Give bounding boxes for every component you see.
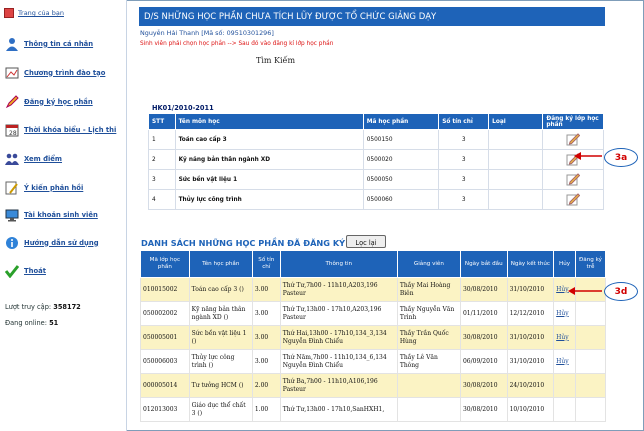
checkmark-icon [4, 263, 19, 278]
cancel-cell [554, 398, 576, 422]
course-credits: 3.00 [252, 350, 280, 374]
sidebar-item-label: Thoát [24, 266, 46, 275]
column-header: Thông tin [280, 251, 397, 278]
sidebar-item-label: Thời khóa biểu - Lịch thi [24, 125, 117, 134]
column-header: Ngày kết thúc [507, 251, 554, 278]
column-header: Đăng ký trễ [575, 251, 605, 278]
lecturer: Thầy Mai Hoàng Biên [397, 278, 460, 302]
table-row [141, 278, 606, 302]
course-credits: 3.00 [252, 302, 280, 326]
late-registration [575, 326, 605, 350]
course-name: Thủy lực công trình () [189, 350, 252, 374]
start-date: 30/08/2010 [460, 398, 507, 422]
class-code: 050002002 [141, 302, 190, 326]
person-icon [4, 36, 19, 51]
late-registration [575, 374, 605, 398]
sidebar-item-course-registration[interactable] [4, 94, 93, 109]
late-registration [575, 398, 605, 422]
course-type [489, 130, 543, 150]
row-index: 4 [149, 190, 176, 210]
info-icon [4, 235, 19, 250]
register-class-button[interactable] [543, 130, 604, 150]
course-credits: 3 [439, 130, 489, 150]
column-header: Hủy [554, 251, 576, 278]
column-header: Tên môn học [175, 114, 363, 130]
course-name: Kỹ năng bản thân ngành XD () [189, 302, 252, 326]
sidebar-item-label: Đăng ký học phần [24, 97, 93, 106]
course-name: Toán cao cấp 3 [175, 130, 363, 150]
instruction-note: Sinh viên phải chọn học phần --> Sau đó vào đăng kí lớp học phần [140, 41, 334, 47]
column-header: Tên học phần [189, 251, 252, 278]
lecturer [397, 398, 460, 422]
course-name: Sức bền vật liệu 1 () [189, 326, 252, 350]
cancel-link[interactable]: Hủy [554, 350, 576, 374]
home-link-label: Trang của bạn [18, 9, 64, 17]
class-code: 000005014 [141, 374, 190, 398]
row-index: 3 [149, 170, 176, 190]
class-code: 010015002 [141, 278, 190, 302]
course-credits: 3 [439, 170, 489, 190]
registered-courses-table [140, 250, 606, 422]
start-date: 30/08/2010 [460, 278, 507, 302]
sidebar-item-label: Chương trình đào tạo [24, 68, 106, 77]
cancel-link[interactable]: Hủy [554, 278, 576, 302]
table-row [149, 170, 604, 190]
class-code: 050006003 [141, 350, 190, 374]
course-credits: 3 [439, 150, 489, 170]
end-date: 31/10/2010 [507, 326, 554, 350]
home-link[interactable] [4, 8, 64, 18]
cancel-link[interactable]: Hủy [554, 302, 576, 326]
sidebar-item-label: Xem điểm [24, 154, 63, 163]
visit-counter-value: 358172 [53, 303, 81, 311]
course-credits: 3 [439, 190, 489, 210]
lecturer: Thầy Lê Văn Thông [397, 350, 460, 374]
column-header: Số tín chỉ [252, 251, 280, 278]
cancel-cell [554, 374, 576, 398]
monitor-icon [4, 207, 19, 222]
end-date: 31/10/2010 [507, 278, 554, 302]
table-header-row [149, 114, 604, 130]
edit-pencil-icon [566, 192, 580, 206]
student-info: Nguyễn Hải Thanh [Mã số: 09510301296] [140, 29, 274, 37]
sidebar-item-label: Ý kiến phản hồi [24, 183, 84, 192]
sidebar-item-label: Thông tin cá nhân [24, 39, 94, 48]
course-credits: 1.00 [252, 398, 280, 422]
course-type [489, 170, 543, 190]
edit-pencil-icon [566, 172, 580, 186]
end-date: 10/10/2010 [507, 398, 554, 422]
row-index: 2 [149, 150, 176, 170]
table-header-row [141, 251, 606, 278]
class-code: 012013003 [141, 398, 190, 422]
search-label: Tìm Kiếm [256, 56, 296, 65]
column-header: Mã học phần [363, 114, 438, 130]
visit-counter-label: Lượt truy cập: [5, 303, 52, 311]
register-class-button[interactable] [543, 170, 604, 190]
schedule-info: Thứ Năm,7h00 - 11h10,134_6,134 Nguyễn Đình Chiểu [280, 350, 397, 374]
home-icon [4, 8, 14, 18]
course-code: 0500150 [363, 130, 438, 150]
filter-button[interactable]: Lọc lại [346, 235, 386, 248]
registered-section-title: DANH SÁCH NHỮNG HỌC PHẦN ĐÃ ĐĂNG KÝ [141, 238, 346, 248]
page-title: D/S NHỮNG HỌC PHẦN CHƯA TÍCH LŨY ĐƯỢC TỔ CHỨC GIẢNG DẠY [144, 11, 437, 22]
course-name: Thủy lực công trình [175, 190, 363, 210]
lecturer: Thầy Nguyễn Văn Trình [397, 302, 460, 326]
course-name: Kỹ năng bản thân ngành XD [175, 150, 363, 170]
class-code: 050005001 [141, 326, 190, 350]
column-header: Ngày bắt đầu [460, 251, 507, 278]
schedule-info: Thứ Tư,13h00 - 17h10,SanHXH1, [280, 398, 397, 422]
column-header: Giảng viên [397, 251, 460, 278]
table-row [149, 130, 604, 150]
course-credits: 3.00 [252, 326, 280, 350]
sidebar-item-help[interactable] [4, 235, 99, 250]
end-date: 12/12/2010 [507, 302, 554, 326]
schedule-info: Thứ Ba,7h00 - 11h10,A106,196 Pasteur [280, 374, 397, 398]
start-date: 01/11/2010 [460, 302, 507, 326]
course-credits: 3.00 [252, 278, 280, 302]
svg-text:28: 28 [8, 129, 17, 137]
column-header: Loại [489, 114, 543, 130]
lecturer [397, 374, 460, 398]
online-counter-label: Đang online: [5, 319, 47, 327]
start-date: 30/08/2010 [460, 374, 507, 398]
table-row [141, 398, 606, 422]
table-row [141, 350, 606, 374]
sidebar-item-curriculum[interactable] [4, 65, 105, 80]
calendar-icon [4, 122, 19, 137]
lecturer: Thầy Trần Quốc Hùng [397, 326, 460, 350]
sidebar-divider [126, 0, 127, 431]
term-label: HK01/2010-2011 [152, 104, 214, 112]
people-icon [4, 151, 19, 166]
column-header: STT [149, 114, 176, 130]
end-date: 31/10/2010 [507, 350, 554, 374]
sidebar-item-feedback[interactable] [4, 180, 83, 195]
sidebar-item-grades[interactable] [4, 151, 62, 166]
cancel-link[interactable]: Hủy [554, 326, 576, 350]
table-row [141, 326, 606, 350]
late-registration [575, 302, 605, 326]
start-date: 30/08/2010 [460, 326, 507, 350]
sidebar [0, 0, 126, 431]
curriculum-icon [4, 65, 19, 80]
sidebar-item-student-account[interactable] [4, 207, 98, 222]
table-row [149, 150, 604, 170]
table-row [141, 302, 606, 326]
column-header: Đăng ký lớp học phần [543, 114, 604, 130]
online-counter-value: 51 [49, 319, 59, 327]
callout-arrow-3a [574, 151, 604, 161]
sidebar-item-label: Hướng dẫn sử dụng [24, 238, 99, 247]
course-name: Sức bền vật liệu 1 [175, 170, 363, 190]
callout-label-3d: 3d [604, 282, 638, 301]
sidebar-item-label: Tài khoản sinh viên [24, 210, 98, 219]
course-code: 0500020 [363, 150, 438, 170]
course-name: Giáo dục thể chất 3 () [189, 398, 252, 422]
row-index: 1 [149, 130, 176, 150]
page-title-banner [139, 7, 605, 26]
edit-pencil-icon [566, 132, 580, 146]
online-counter [5, 319, 58, 327]
schedule-info: Thứ Hai,13h00 - 17h10,134_3,134 Nguyễn Đình Chiểu [280, 326, 397, 350]
callout-label-3a: 3a [604, 148, 638, 167]
course-name: Tư tưởng HCM () [189, 374, 252, 398]
visit-counter [5, 303, 81, 311]
table-row [141, 374, 606, 398]
course-code: 0500060 [363, 190, 438, 210]
schedule-info: Thứ Tư,13h00 - 17h10,A203,196 Pasteur [280, 302, 397, 326]
course-type [489, 150, 543, 170]
sidebar-item-logout[interactable] [4, 263, 46, 278]
sidebar-item-profile[interactable] [4, 36, 93, 51]
end-date: 24/10/2010 [507, 374, 554, 398]
course-code: 0500050 [363, 170, 438, 190]
late-registration [575, 350, 605, 374]
column-header: Mã lớp học phần [141, 251, 190, 278]
schedule-info: Thứ Tư,7h00 - 11h10,A203,196 Pasteur [280, 278, 397, 302]
pencil-icon [4, 94, 19, 109]
callout-arrow-3d [568, 286, 604, 296]
course-name: Toán cao cấp 3 () [189, 278, 252, 302]
feedback-icon [4, 180, 19, 195]
unaccumulated-courses-table [148, 113, 604, 210]
column-header: Số tín chỉ [439, 114, 489, 130]
course-credits: 2.00 [252, 374, 280, 398]
course-type [489, 190, 543, 210]
start-date: 06/09/2010 [460, 350, 507, 374]
sidebar-item-timetable[interactable] [4, 122, 116, 137]
table-row [149, 190, 604, 210]
register-class-button[interactable] [543, 190, 604, 210]
